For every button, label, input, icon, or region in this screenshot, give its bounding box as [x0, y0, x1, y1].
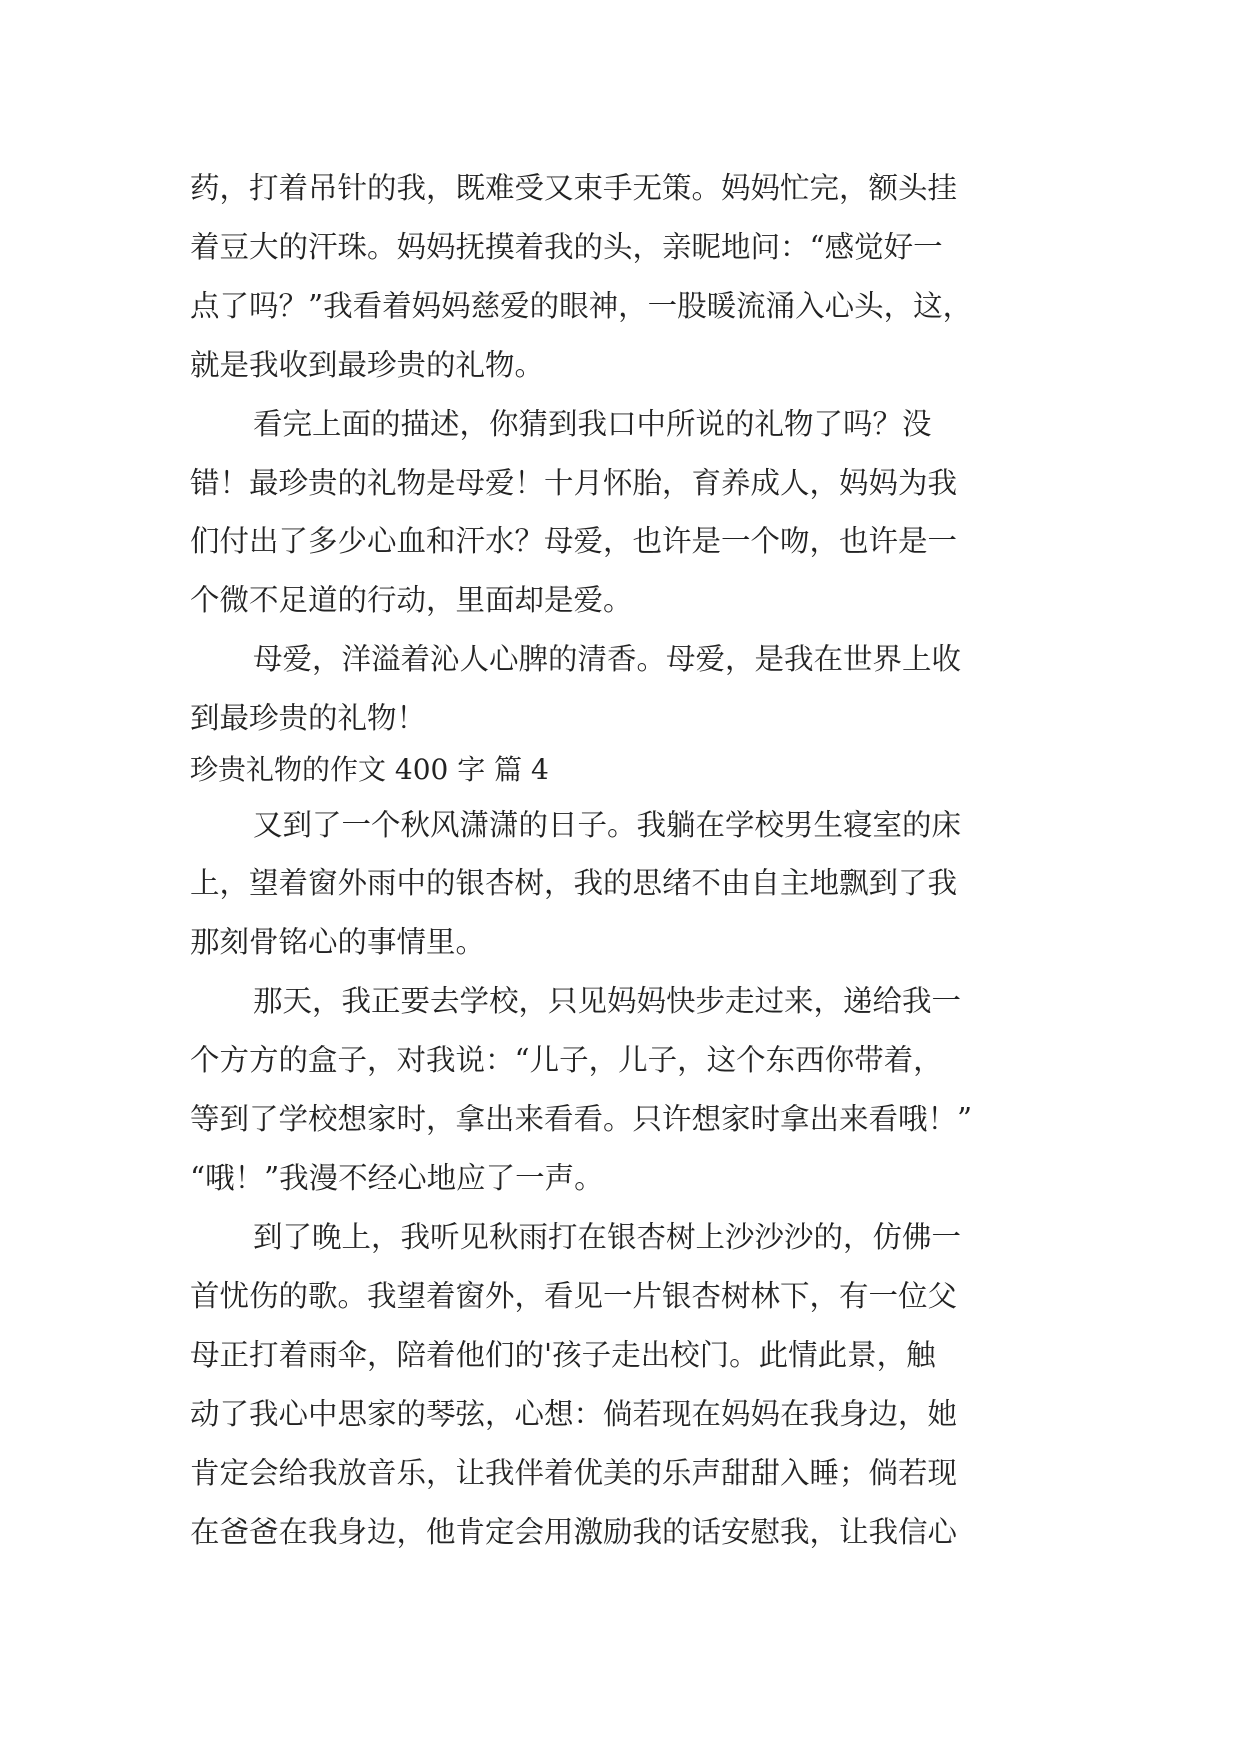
text-line: 动了我心中思家的琴弦，心想：倘若现在妈妈在我身边，她	[190, 1397, 958, 1431]
text-line: 错！最珍贵的礼物是母爱！十月怀胎，育养成人，妈妈为我	[190, 466, 958, 500]
text-line: 那刻骨铭心的事情里。	[190, 925, 486, 959]
text-line: 们付出了多少心血和汗水？母爱，也许是一个吻，也许是一	[190, 524, 958, 558]
paragraph-first-line: 母爱，洋溢着沁人心脾的清香。母爱，是我在世界上收	[253, 642, 962, 676]
text-line: 上，望着窗外雨中的银杏树，我的思绪不由自主地飘到了我	[190, 866, 958, 900]
text-line: 点了吗？”我看着妈妈慈爱的眼神，一股暖流涌入心头，这，	[190, 289, 973, 323]
text-line: 母正打着雨伞，陪着他们的'孩子走出校门。此情此景，触	[190, 1338, 936, 1372]
text-line: 个方方的盒子，对我说：“儿子，儿子，这个东西你带着，	[190, 1043, 943, 1077]
text-line: 着豆大的汗珠。妈妈抚摸着我的头，亲昵地问：“感觉好一	[190, 230, 943, 264]
section-heading: 珍贵礼物的作文 400 字 篇 4	[190, 753, 549, 786]
text-line: 肯定会给我放音乐，让我伴着优美的乐声甜甜入睡；倘若现	[190, 1456, 958, 1490]
text-line: 药，打着吊针的我，既难受又束手无策。妈妈忙完，额头挂	[190, 171, 958, 205]
paragraph-first-line: 看完上面的描述，你猜到我口中所说的礼物了吗？没	[253, 407, 932, 441]
text-line: 个微不足道的行动，里面却是爱。	[190, 583, 633, 617]
text-line: 到最珍贵的礼物！	[190, 701, 427, 735]
text-line: 等到了学校想家时，拿出来看看。只许想家时拿出来看哦！”	[190, 1102, 973, 1136]
paragraph-first-line: 那天，我正要去学校，只见妈妈快步走过来，递给我一	[253, 984, 962, 1018]
text-line: 首忧伤的歌。我望着窗外，看见一片银杏树林下，有一位父	[190, 1279, 958, 1313]
text-line: 就是我收到最珍贵的礼物。	[190, 348, 545, 382]
text-line: “哦！”我漫不经心地应了一声。	[190, 1161, 604, 1195]
paragraph-first-line: 又到了一个秋风潇潇的日子。我躺在学校男生寝室的床	[253, 808, 962, 842]
text-line: 在爸爸在我身边，他肯定会用激励我的话安慰我，让我信心	[190, 1515, 958, 1549]
paragraph-first-line: 到了晚上，我听见秋雨打在银杏树上沙沙沙的，仿佛一	[253, 1220, 962, 1254]
